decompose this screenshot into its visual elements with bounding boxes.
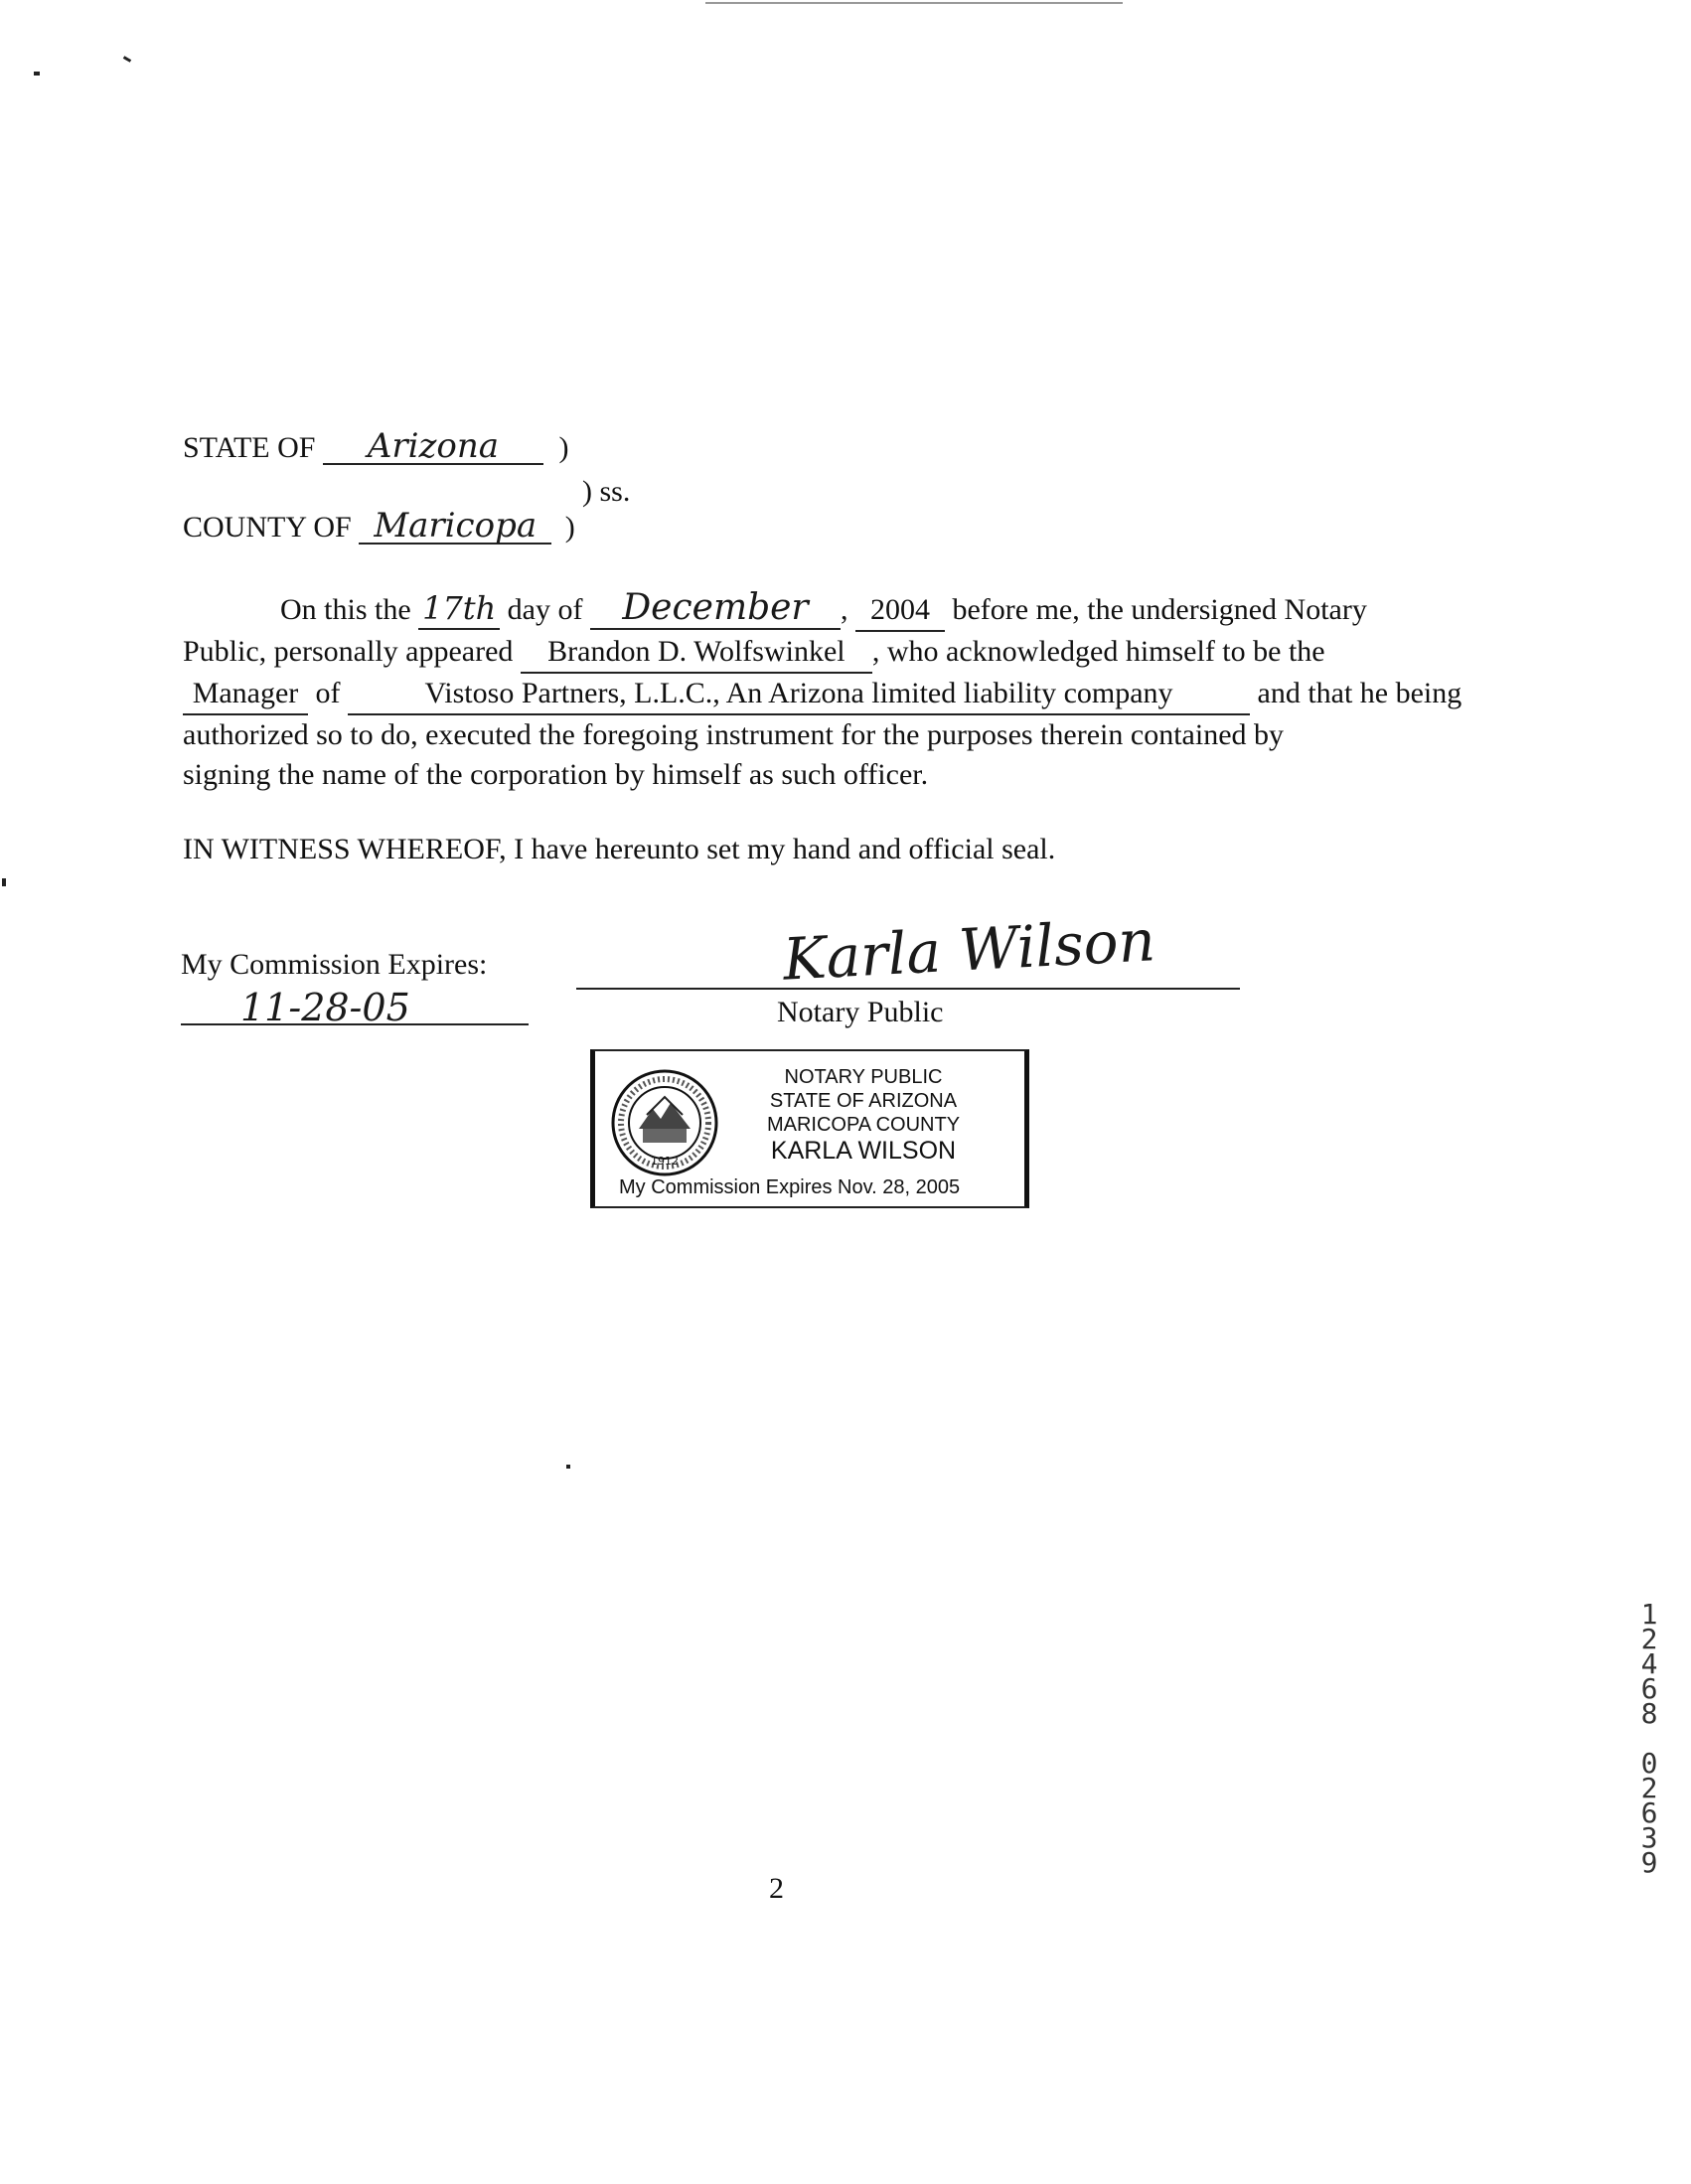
seal-expiration: My Commission Expires Nov. 28, 2005 bbox=[619, 1176, 961, 1198]
seal-line-3: MARICOPA COUNTY bbox=[766, 1114, 961, 1136]
side-code-char: 4 bbox=[1640, 1647, 1658, 1680]
ack-intro: On this the bbox=[280, 593, 411, 626]
ack-year: 2004 bbox=[855, 590, 945, 632]
ack-line2-end: , who acknowledged himself to be the bbox=[871, 635, 1325, 668]
commission-label: My Commission Expires: bbox=[181, 948, 488, 981]
side-code-char: 2 bbox=[1640, 1772, 1658, 1804]
side-code-char: 2 bbox=[1640, 1623, 1658, 1655]
notary-seal-stamp bbox=[590, 1049, 1029, 1208]
side-code-char: 8 bbox=[1640, 1697, 1658, 1730]
ack-line-1 bbox=[183, 588, 1461, 632]
venue-paren: ) bbox=[564, 511, 575, 544]
ack-line-4: authorized so to do, executed the foregoing instrument for the purposes therein contained by bbox=[183, 718, 1285, 751]
signature-line bbox=[576, 988, 1240, 990]
ack-line-5: signing the name of the corporation by himself as such officer. bbox=[183, 758, 929, 791]
seal-line-2: STATE OF ARIZONA bbox=[769, 1090, 958, 1112]
seal-line-1: NOTARY PUBLIC bbox=[784, 1066, 943, 1088]
ack-comma: , bbox=[840, 593, 848, 626]
scan-speck bbox=[2, 878, 6, 886]
ack-month: December bbox=[590, 588, 841, 630]
side-code-char: 9 bbox=[1640, 1846, 1658, 1879]
side-code-char: 6 bbox=[1640, 1796, 1658, 1829]
seal-text-block bbox=[714, 1065, 1012, 1165]
state-value: Arizona bbox=[323, 429, 543, 465]
witness-clause: IN WITNESS WHEREOF, I have hereunto set my hand and official seal. bbox=[183, 833, 1056, 865]
venue-paren: ) bbox=[558, 431, 569, 464]
ack-after-year: before me, the undersigned Notary bbox=[952, 593, 1367, 626]
ack-company: Vistoso Partners, L.L.C., An Arizona limited liability company bbox=[348, 674, 1250, 715]
commission-date: 11-28-05 bbox=[240, 986, 410, 1029]
ack-line2-start: Public, personally appeared bbox=[183, 635, 514, 668]
scan-speck bbox=[34, 72, 40, 76]
ack-person: Brandon D. Wolfswinkel bbox=[521, 632, 872, 674]
side-code-char: 1 bbox=[1640, 1598, 1658, 1631]
county-value: Maricopa bbox=[359, 509, 551, 545]
county-label: COUNTY OF bbox=[183, 511, 352, 544]
side-document-code bbox=[1629, 1598, 1669, 1879]
arizona-state-seal-icon bbox=[609, 1067, 720, 1178]
notary-signature: Karla Wilson bbox=[781, 906, 1157, 994]
ack-line-2 bbox=[183, 632, 1461, 674]
ack-title: Manager bbox=[183, 674, 308, 715]
page-number: 2 bbox=[769, 1872, 784, 1905]
scan-top-line bbox=[705, 2, 1123, 4]
acknowledgment-paragraph bbox=[183, 588, 1461, 795]
scan-speck bbox=[566, 1465, 570, 1469]
seal-line-4: KARLA WILSON bbox=[770, 1137, 957, 1165]
scan-speck bbox=[123, 56, 131, 63]
ack-line-3 bbox=[183, 674, 1461, 715]
state-label: STATE OF bbox=[183, 431, 316, 464]
ack-of: of bbox=[315, 677, 341, 709]
county-line bbox=[183, 506, 575, 546]
ack-line3-end: and that he being bbox=[1257, 677, 1462, 709]
side-code-char: 0 bbox=[1640, 1747, 1658, 1780]
ack-day: 17th bbox=[418, 588, 500, 630]
state-line bbox=[183, 426, 569, 466]
commission-date-line bbox=[181, 1023, 529, 1025]
side-code-char: 6 bbox=[1640, 1672, 1658, 1705]
ss-mark: ) ss. bbox=[582, 475, 631, 508]
svg-text:1912: 1912 bbox=[651, 1155, 679, 1168]
ack-day-of: day of bbox=[507, 593, 583, 626]
signature-caption: Notary Public bbox=[777, 996, 944, 1028]
side-code-char: 3 bbox=[1640, 1821, 1658, 1854]
